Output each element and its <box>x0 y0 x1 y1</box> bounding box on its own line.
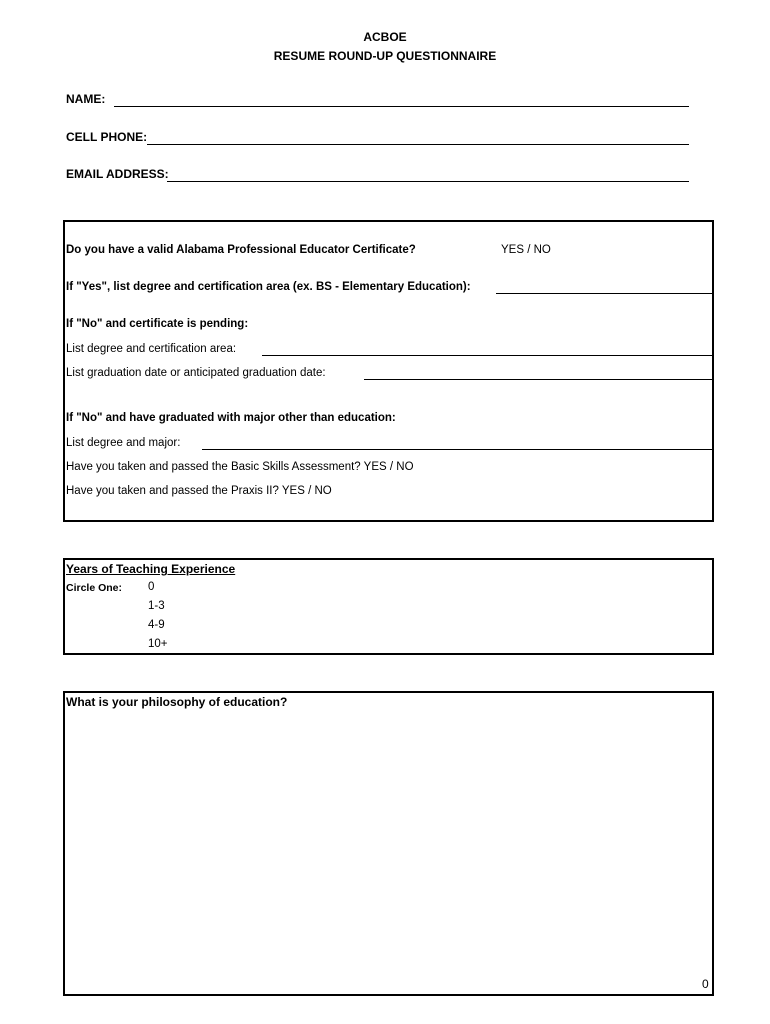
phone-field-row <box>66 130 147 144</box>
philosophy-section[interactable] <box>63 691 714 996</box>
experience-option[interactable]: 4-9 <box>148 619 165 631</box>
basic-skills-question[interactable]: Have you taken and passed the Basic Skills Assessment? YES / NO <box>66 461 414 473</box>
experience-heading: Years of Teaching Experience <box>66 562 236 576</box>
experience-option[interactable]: 0 <box>148 581 155 593</box>
phone-label: CELL PHONE: <box>66 130 148 144</box>
philosophy-question: What is your philosophy of education? <box>66 695 288 709</box>
email-label: EMAIL ADDRESS: <box>66 167 169 181</box>
pending-degree-label: List degree and certification area: <box>66 343 237 355</box>
pending-heading: If "No" and certificate is pending: <box>66 318 249 330</box>
circle-one-label: Circle One: <box>66 582 123 594</box>
certificate-yes-no[interactable]: YES / NO <box>501 244 551 256</box>
experience-option[interactable]: 1-3 <box>148 600 165 612</box>
experience-option[interactable]: 10+ <box>148 638 168 650</box>
phone-field[interactable] <box>147 135 689 145</box>
form-title: RESUME ROUND-UP QUESTIONNAIRE <box>273 49 497 63</box>
name-label: NAME: <box>66 92 106 106</box>
praxis-question[interactable]: Have you taken and passed the Praxis II? YES / NO <box>66 485 332 497</box>
org-name: ACBOE <box>363 30 407 44</box>
other-degree-label: List degree and major: <box>66 437 181 449</box>
degree-field[interactable] <box>496 284 712 294</box>
degree-question: If "Yes", list degree and certification area (ex. BS - Elementary Education): <box>66 281 471 293</box>
other-degree-field[interactable] <box>202 440 712 450</box>
pending-degree-field[interactable] <box>262 346 712 356</box>
pending-grad-label: List graduation date or anticipated graduation date: <box>66 367 326 379</box>
other-major-heading: If "No" and have graduated with major other than education: <box>66 412 396 424</box>
name-field[interactable] <box>114 97 689 107</box>
pending-grad-field[interactable] <box>364 370 712 380</box>
certificate-question: Do you have a valid Alabama Professional Educator Certificate? <box>66 244 416 256</box>
email-field-row <box>66 167 169 181</box>
name-field-row <box>66 92 105 106</box>
email-field[interactable] <box>167 172 689 182</box>
page-number: 0 <box>702 977 709 991</box>
